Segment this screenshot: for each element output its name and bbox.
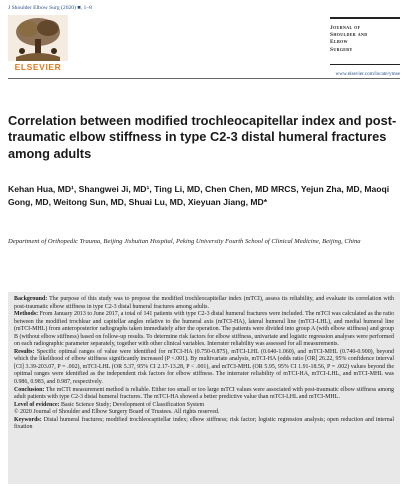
abstract-methods: Methods: From January 2013 to June 2017, a total of 141 patients with type C2-3 distal humeral fractures were included. The mTCI was calculated as the ratio between the modified trochlear and capitellar angles relative to the humeral axis (mTCI-HA), lateral humeral line (mTCI-LHL), and medial humeral line (mTCI-MHL) from anteroposterior radiographs taken immediately after the operation. The patients were divided into group A (with elbow stiffness) and group B (without elbow stiffness) based on follow-up results. To determine risk factors for elbow stiffness, univariate and logistic regression analyses were performed on each radiographic parameter separately, together with other clinical variables. Interrater reliability was assessed for all measurements. [14, 311, 395, 348]
abstract-results: Results: Specific optimal ranges of value were identified for mTCI-HA (0.750-0.875), mTCI-LHL (0.640-1.060), and mTCI-MHL (0.740-0.900), beyond which the likelihood of elbow stiffness significantly increased (P <.001). By multivariate analysis, mTCI-HA (odds ratio [OR] 26.22, 95% confidence interval [CI] 3.39-203.07, P = .002), mTCI-LHL (OR 5.37, 95% CI 2.17-13.28, P < .001), and mTCI-MHL (OR 5.95, 95% CI 1.91-18.56, P = .002) values beyond the optimal ranges were identified as the independent risk factors for elbow stiffness. The interrater reliability of mTCI-HA, mTCI-LHL, and mTCI-MHL was 0.986, 0.983, and 0.987, respectively. [14, 348, 394, 386]
abstract-copyright: © 2020 Journal of Shoulder and Elbow Surgery Board of Trustees. All rights reserved. [14, 409, 220, 416]
article-header [0, 0, 405, 80]
elsevier-tree-logo-icon [8, 15, 68, 61]
abstract-conclusion: Conclusion: The mCTI measurement method is reliable. Either too small or too large mTCI values were associated with post-traumatic elbow stiffness among adult patients with type C2-3 distal humeral fractures. The mTCI-HA showed a better predictive value than mTCI-LHL and mTCI-MHL. [14, 386, 394, 401]
journal-citation[interactable]: J Shoulder Elbow Surg (2020) ■, 1–8 [8, 5, 92, 11]
article-title: Correlation between modified trochleocapitellar index and post-traumatic elbow stiffness in type C2-3 distal humeral fractures among adults [8, 113, 397, 161]
abstract-level-of-evidence: Level of evidence: Basic Science Study; Development of Classification System [14, 401, 205, 408]
abstract-keywords: Keywords: Distal humeral fractures; modified trochleocapitellar index; elbow stiffness; risk factor; logistic regression analysis; open reduction and internal fixation [14, 416, 395, 431]
author-affiliation: Department of Orthopedic Trauma, Beijing Jishuitan Hospital, Peking University Fourth School of Clinical Medicine, Beijing, China [8, 238, 361, 245]
journal-title-box [330, 17, 400, 65]
publisher-name: ELSEVIER [14, 62, 62, 72]
abstract-background: Background: The purpose of this study was to propose the modified trochleocapitellar index (mTCI), assess its reliability, and evaluate its correlation with post-traumatic elbow stiffness in type C2-3 distal humeral fractures among adults. [14, 296, 394, 310]
journal-name: Journal of Shoulder and Elbow Surgery [330, 25, 368, 53]
header-divider [8, 78, 400, 79]
abstract-box [8, 292, 400, 484]
author-list[interactable]: Kehan Hua, MD¹, Shangwei Ji, MD¹, Ting Li, MD, Chen Chen, MD MRCS, Yejun Zha, MD, Maoqi Gong, MD, Weitong Sun, MD, Shuai Lu, MD, Xieyuan Jiang, MD* [8, 184, 390, 207]
journal-url-link[interactable]: www.elsevier.com/locate/ymse [335, 71, 400, 77]
